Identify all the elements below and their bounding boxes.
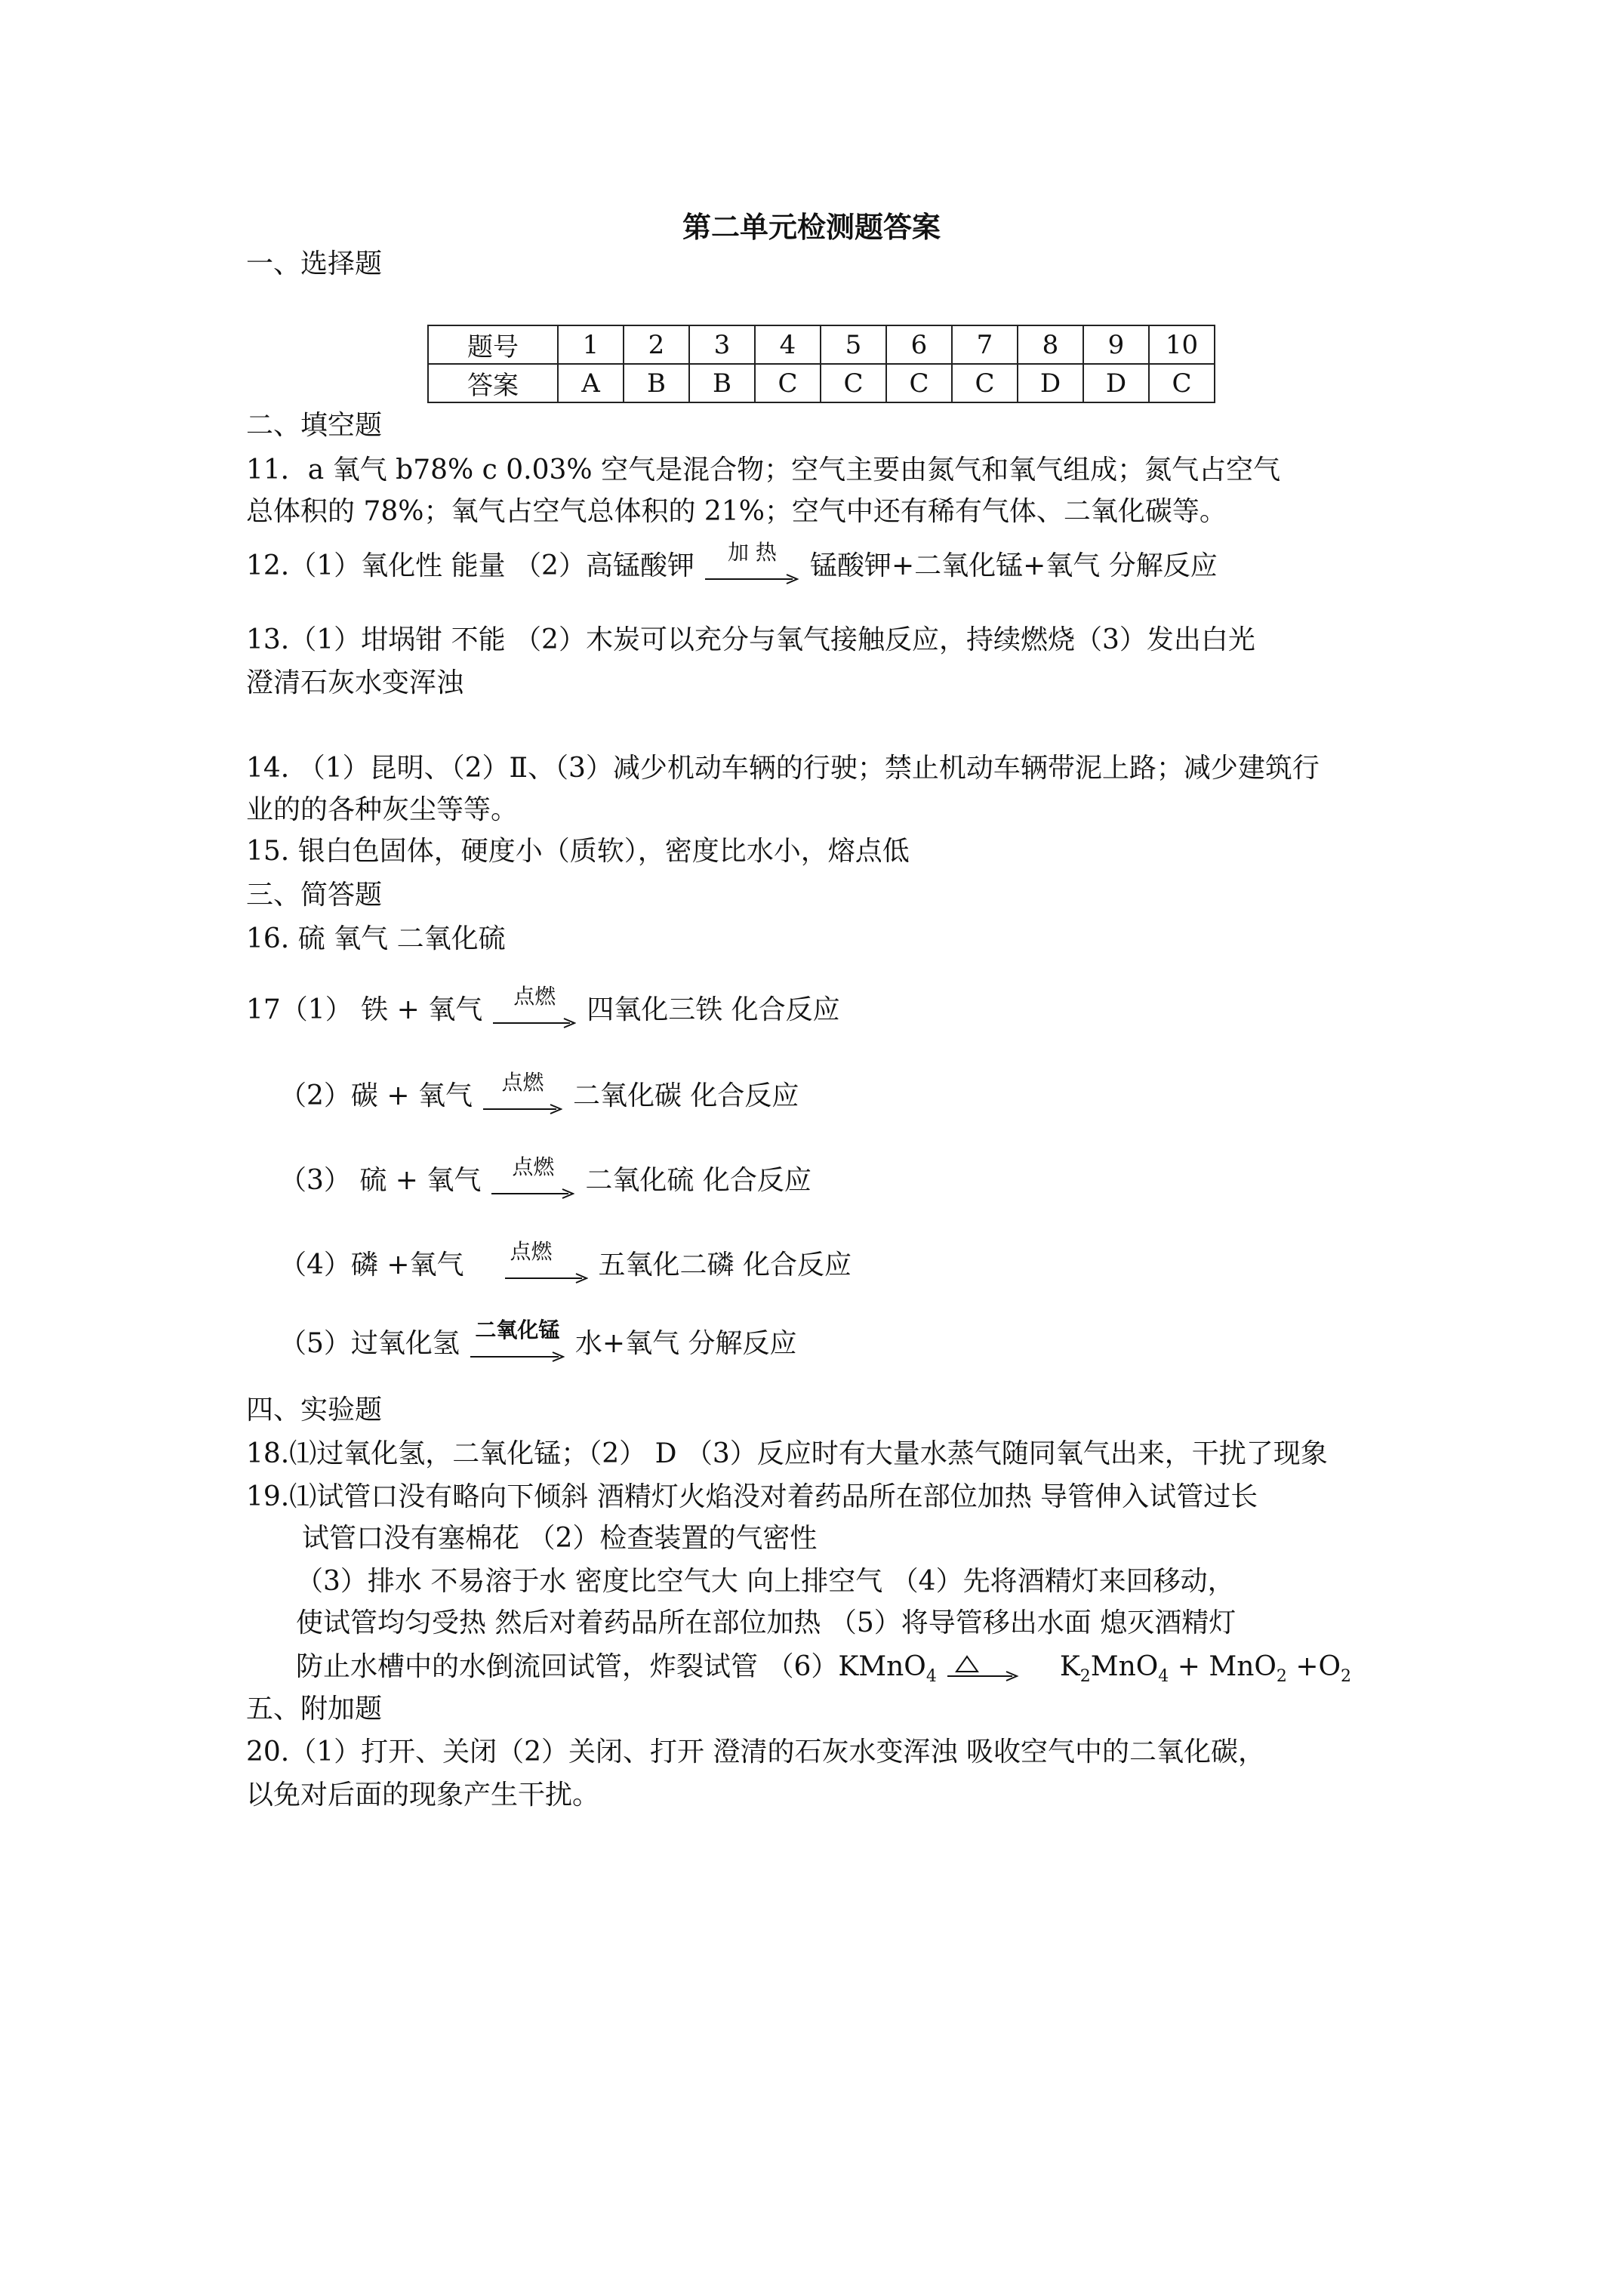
answer-12-after: 锰酸钾+二氧化锰+氧气 分解反应 [809, 550, 1218, 581]
table-cell: C [952, 364, 1018, 402]
products: 二氧化碳 化合反应 [572, 1080, 799, 1111]
arrow-icon [470, 1351, 565, 1362]
arrow-icon [491, 1188, 574, 1199]
arrow-icon [475, 1273, 588, 1284]
table-cell: 6 [886, 325, 952, 364]
answer-13-line2: 澄清石灰水变浑浊 [246, 667, 464, 698]
answer-17-3 [279, 1154, 812, 1213]
answer-19-line5 [296, 1652, 1351, 1685]
table-cell: 10 [1149, 325, 1215, 364]
products: 二氧化硫 化合反应 [585, 1165, 812, 1196]
table-cell: 5 [821, 325, 886, 364]
reactants: （4）磷 +氧气 [279, 1250, 464, 1281]
reactants: （5）过氧化氢 [279, 1328, 460, 1359]
reaction-condition: 点燃 [512, 1154, 555, 1179]
reaction-arrow [705, 540, 799, 590]
product-mno: MnO [1090, 1651, 1159, 1682]
answer-16: 16. 硫 氧气 二氧化硫 [246, 923, 506, 954]
table-cell: 7 [952, 325, 1018, 364]
answer-17-4 [279, 1239, 852, 1297]
answer-19-line1: 19.⑴试管口没有略向下倾斜 酒精灯火焰没对着药品所在部位加热 导管伸入试管过长 [246, 1481, 1258, 1512]
answer-12-before: 12.（1）氧化性 能量 （2）高锰酸钾 [246, 550, 694, 581]
reactants: （3） 硫 + 氧气 [279, 1165, 482, 1196]
answer-20-line1: 20.（1）打开、关闭（2）关闭、打开 澄清的石灰水变浑浊 吸收空气中的二氧化碳， [246, 1737, 1265, 1767]
subscript: 2 [1341, 1667, 1352, 1687]
table-cell: 4 [755, 325, 821, 364]
table-cell: C [1149, 364, 1215, 402]
arrow-icon [493, 1018, 576, 1028]
reactants: 17（1） 铁 + 氧气 [246, 994, 483, 1025]
table-cell: 2 [624, 325, 689, 364]
answer-12 [246, 540, 1218, 598]
table-cell: 1 [558, 325, 624, 364]
answer-14-line1: 14. （1）昆明、（2）Ⅱ、（3）减少机动车辆的行驶；禁止机动车辆带泥上路；减少建筑行 [246, 753, 1320, 784]
answer-11-line1: 11．a 氧气 b78% c 0.03% 空气是混合物；空气主要由氮气和氧气组成；氮气占空气 [246, 455, 1281, 485]
products: 水+氧气 分解反应 [574, 1328, 797, 1359]
answer-19-line2: 试管口没有塞棉花 （2）检查装置的气密性 [302, 1523, 818, 1554]
answer-17-2 [279, 1070, 799, 1128]
answer-20-line2: 以免对后面的现象产生干扰。 [246, 1780, 600, 1811]
heat-arrow-icon [947, 1653, 1019, 1684]
reaction-arrow [475, 1239, 588, 1290]
answer-table [427, 325, 1215, 403]
page-title: 第二单元检测题答案 [682, 211, 941, 244]
subscript: 4 [1158, 1667, 1169, 1687]
answer-18: 18.⑴过氧化氢，二氧化锰；（2） D （3）反应时有大量水蒸气随同氧气出来，干扰了现象 [246, 1438, 1328, 1469]
answer-19-line3: （3）排水 不易溶于水 密度比空气大 向上排空气 （4）先将酒精灯来回移动， [296, 1566, 1235, 1597]
section-heading-short: 三、简答题 [246, 880, 383, 911]
subscript: 2 [1276, 1667, 1287, 1687]
reaction-condition: 点燃 [513, 984, 556, 1009]
answer-19-line5-text: 防止水槽中的水倒流回试管，炸裂试管 （6）KMnO [296, 1651, 926, 1682]
table-cell: B [624, 364, 689, 402]
table-row-numbers [428, 325, 1215, 364]
section-heading-choice: 一、选择题 [246, 248, 383, 279]
table-cell: D [1018, 364, 1083, 402]
table-cell: C [821, 364, 886, 402]
table-cell: 9 [1083, 325, 1149, 364]
section-heading-fill: 二、填空题 [246, 410, 383, 441]
table-cell: D [1083, 364, 1149, 402]
reaction-arrow [493, 984, 576, 1034]
subscript: 2 [1079, 1667, 1091, 1687]
reaction-condition: 二氧化锰 [475, 1318, 560, 1342]
reaction-arrow [947, 1652, 1019, 1685]
reaction-arrow [491, 1154, 574, 1205]
table-cell: C [886, 364, 952, 402]
table-cell: 8 [1018, 325, 1083, 364]
table-cell: B [689, 364, 755, 402]
section-heading-experiment: 四、实验题 [246, 1395, 383, 1425]
reaction-condition: 加 热 [728, 540, 777, 565]
product-k: K [1059, 1651, 1080, 1682]
reaction-condition: 点燃 [510, 1239, 553, 1264]
reactants: （2）碳 + 氧气 [279, 1080, 473, 1111]
products: 四氧化三铁 化合反应 [587, 994, 840, 1025]
answer-11-line2: 总体积的 78%；氧气占空气总体积的 21%；空气中还有稀有气体、二氧化碳等。 [246, 496, 1227, 527]
products: 五氧化二磷 化合反应 [598, 1250, 852, 1281]
table-cell: C [755, 364, 821, 402]
answer-19-line4: 使试管均匀受热 然后对着药品所在部位加热 （5）将导管移出水面 熄灭酒精灯 [296, 1607, 1236, 1638]
product-o2: +O [1286, 1651, 1341, 1682]
table-cell: 3 [689, 325, 755, 364]
answer-15: 15. 银白色固体，硬度小（质软），密度比水小，熔点低 [246, 836, 910, 867]
table-cell: A [558, 364, 624, 402]
table-row-answers [428, 364, 1215, 402]
arrow-icon [705, 574, 799, 584]
arrow-icon [483, 1104, 562, 1114]
subscript: 4 [925, 1667, 937, 1687]
answer-13-line1: 13.（1）坩埚钳 不能 （2）木炭可以充分与氧气接触反应，持续燃烧（3）发出白光 [246, 624, 1255, 655]
reaction-condition: 点燃 [501, 1070, 544, 1095]
reaction-arrow [470, 1318, 565, 1368]
table-row-label: 答案 [428, 364, 558, 402]
answer-17-1 [246, 984, 840, 1042]
product-mno2: + MnO [1169, 1651, 1277, 1682]
table-row-label: 题号 [428, 325, 558, 364]
reaction-arrow [483, 1070, 562, 1120]
answer-14-line2: 业的的各种灰尘等等。 [246, 794, 519, 825]
answer-17-5 [279, 1318, 797, 1379]
section-heading-bonus: 五、附加题 [246, 1693, 383, 1724]
